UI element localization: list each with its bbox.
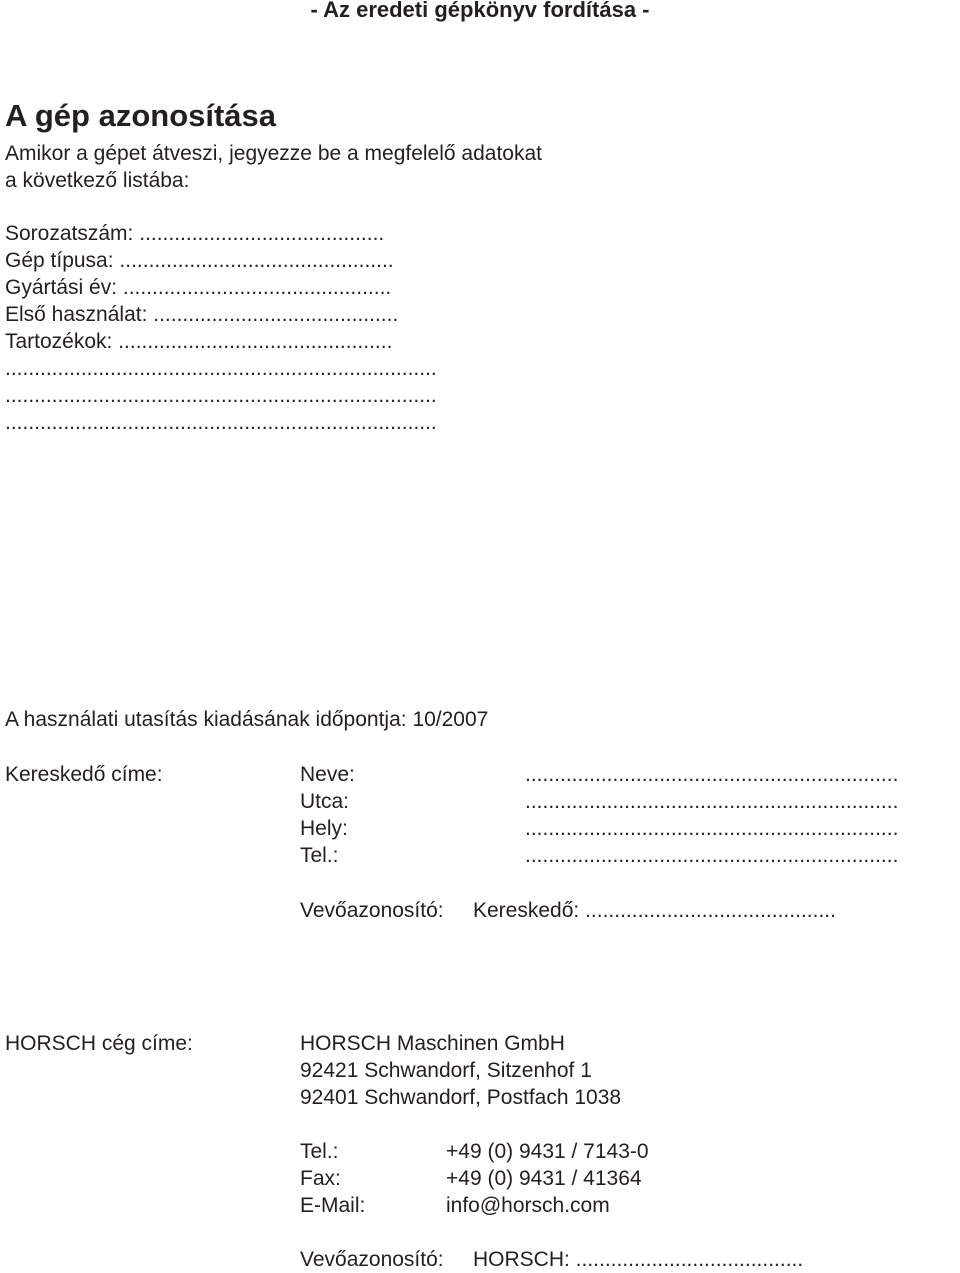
horsch-phone: +49 (0) 9431 / 7143-0 bbox=[446, 1140, 649, 1163]
horsch-company-name: HORSCH Maschinen GmbH bbox=[300, 1032, 565, 1055]
horsch-buyer-id-field: HORSCH: ....................................... bbox=[473, 1248, 804, 1271]
manufacture-year-field: Gyártási év: .............................................. bbox=[5, 276, 392, 299]
dealer-name-label: Neve: bbox=[300, 763, 355, 786]
dealer-place-blank: ................................................................ bbox=[525, 817, 899, 840]
horsch-fax-label: Fax: bbox=[300, 1167, 341, 1190]
horsch-fax: +49 (0) 9431 / 41364 bbox=[446, 1167, 642, 1190]
horsch-email-label: E-Mail: bbox=[300, 1194, 366, 1217]
edition-date: A használati utasítás kiadásának időpontja: 10/2007 bbox=[5, 708, 489, 731]
intro-text bbox=[5, 140, 542, 194]
accessories-field: Tartozékok: ............................................... bbox=[5, 330, 393, 353]
dealer-field-blanks bbox=[525, 761, 898, 869]
horsch-street-address: 92421 Schwandorf, Sitzenhof 1 bbox=[300, 1059, 592, 1082]
dealer-street-label: Utca: bbox=[300, 790, 350, 813]
accessories-line: .......................................................................... bbox=[5, 384, 437, 407]
first-use-field: Első használat: .......................................... bbox=[5, 303, 399, 326]
dealer-buyer-id-field: Kereskedő: ........................................... bbox=[473, 899, 836, 922]
document-header-title: - Az eredeti gépkönyv fordítása - bbox=[310, 0, 650, 22]
dealer-buyer-id-label: Vevőazonosító: bbox=[300, 899, 444, 922]
horsch-address-label: HORSCH cég címe: bbox=[5, 1032, 193, 1055]
dealer-phone-blank: ................................................................ bbox=[525, 844, 899, 867]
accessories-line: .......................................................................... bbox=[5, 357, 437, 380]
dealer-name-blank: ................................................................ bbox=[525, 763, 899, 786]
horsch-contact-labels bbox=[300, 1138, 365, 1219]
intro-line-1: Amikor a gépet átveszi, jegyezze be a megfelelő adatokat bbox=[5, 142, 542, 165]
machine-fields bbox=[5, 220, 437, 436]
horsch-postbox-address: 92401 Schwandorf, Postfach 1038 bbox=[300, 1086, 622, 1109]
serial-number-field: Sorozatszám: .......................................... bbox=[5, 222, 385, 245]
accessories-line: .......................................................................... bbox=[5, 411, 437, 434]
horsch-email: info@horsch.com bbox=[446, 1194, 610, 1217]
horsch-phone-label: Tel.: bbox=[300, 1140, 339, 1163]
dealer-phone-label: Tel.: bbox=[300, 844, 339, 867]
horsch-buyer-id-label: Vevőazonosító: bbox=[300, 1248, 444, 1271]
intro-line-2: a következő listába: bbox=[5, 169, 190, 192]
dealer-address-label: Kereskedő címe: bbox=[5, 763, 163, 786]
section-title: A gép azonosítása bbox=[5, 98, 277, 133]
horsch-address bbox=[300, 1030, 621, 1111]
dealer-street-blank: ................................................................ bbox=[525, 790, 899, 813]
horsch-contact-values bbox=[446, 1138, 649, 1219]
dealer-place-label: Hely: bbox=[300, 817, 348, 840]
dealer-field-labels bbox=[300, 761, 355, 869]
machine-type-field: Gép típusa: ............................................... bbox=[5, 249, 394, 272]
